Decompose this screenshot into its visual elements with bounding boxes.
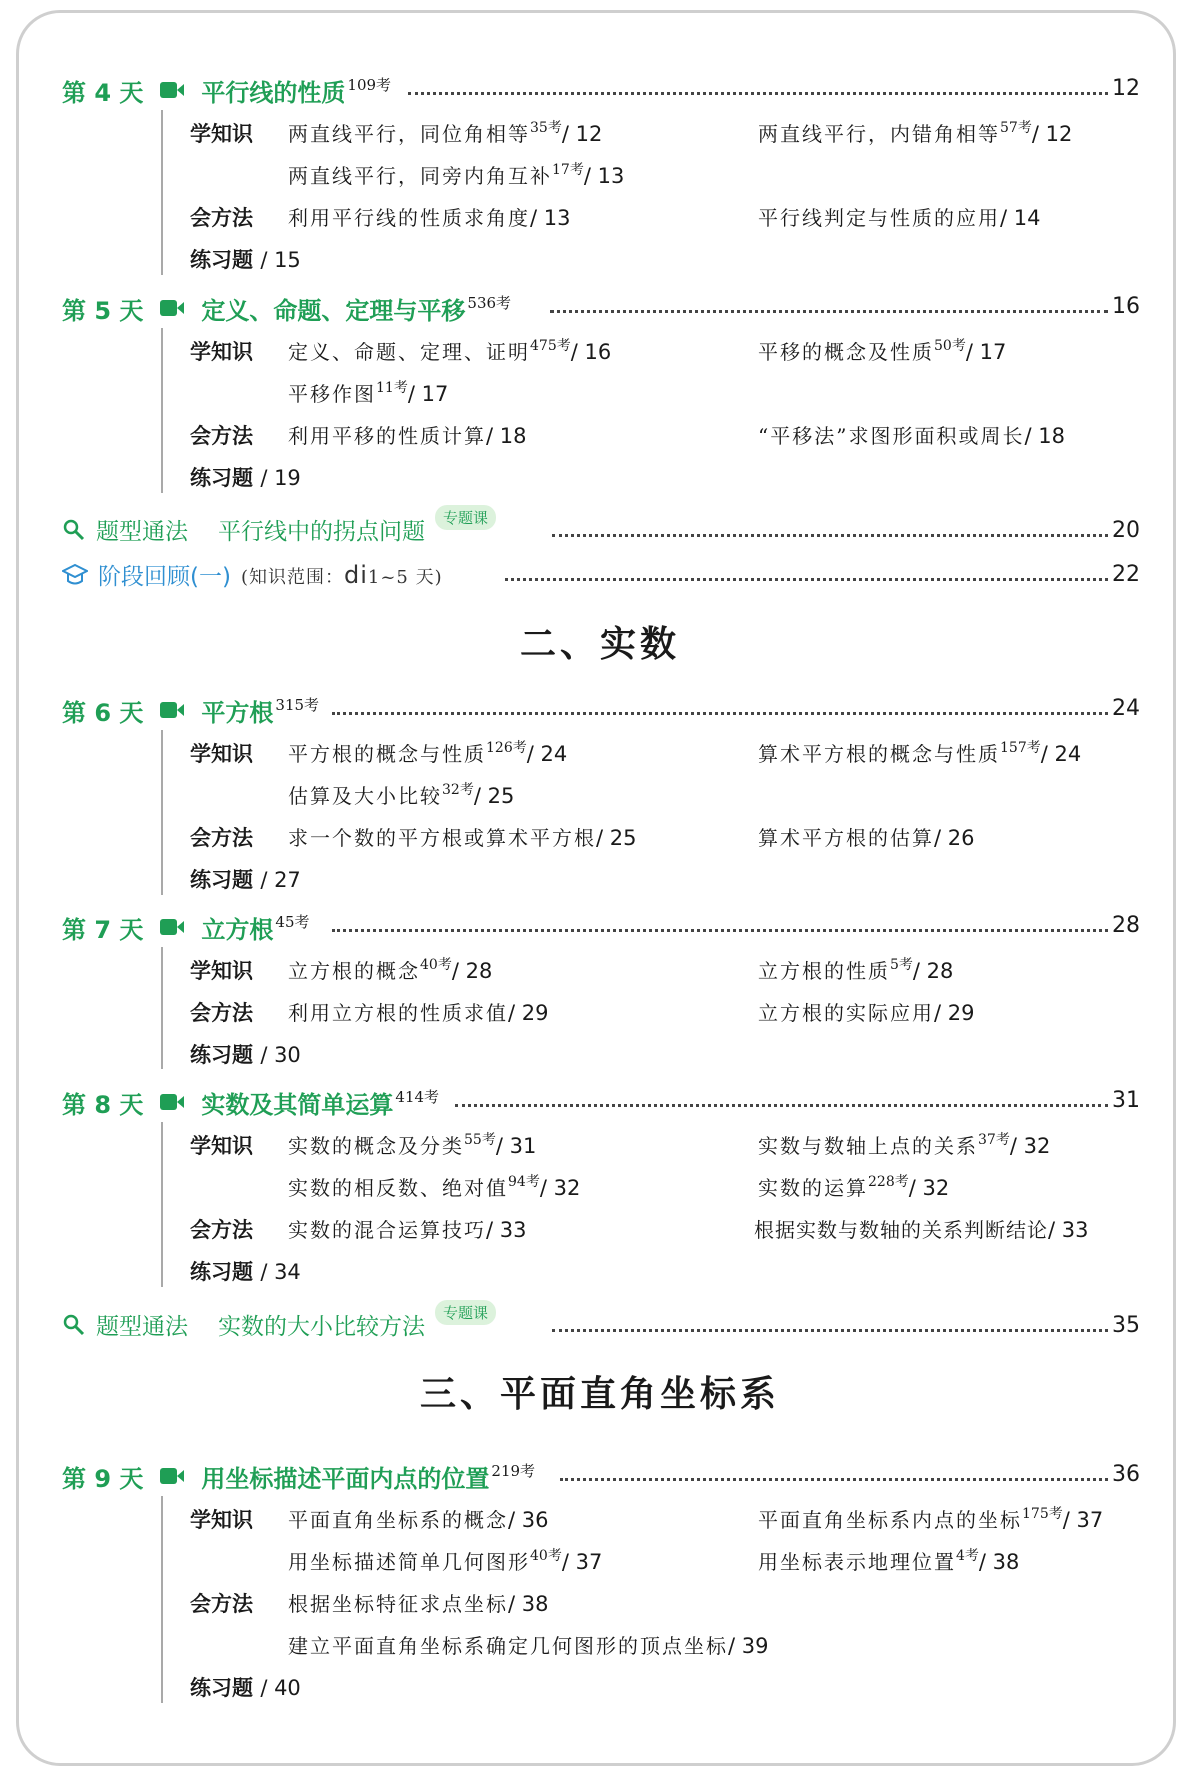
- learn-item[interactable]: 算术平方根的概念与性质$^{157考}$/ 24: [758, 740, 1082, 766]
- learn-item[interactable]: 平面直角坐标系内点的坐标$^{175考}$/ 37: [758, 1506, 1104, 1532]
- tree-line: [161, 730, 163, 895]
- day-9-header[interactable]: [62, 1456, 535, 1496]
- leader-dots: [455, 1104, 1108, 1107]
- learn-item[interactable]: 实数的运算$^{228考}$/ 32: [758, 1174, 950, 1200]
- leader-dots: [552, 1329, 1108, 1332]
- section-title: 三、平面直角坐标系: [419, 1374, 780, 1415]
- page-number: 12: [1112, 76, 1140, 101]
- method-label: 会方法: [190, 424, 253, 448]
- learn-item[interactable]: 两直线平行，同旁内角互补$^{17考}$/ 13: [288, 162, 625, 188]
- review-title: 阶段回顾(一): [98, 564, 231, 590]
- video-camera-icon: [159, 1465, 185, 1487]
- day-label: 第 9 天: [62, 1464, 144, 1493]
- day-label: 第 8 天: [62, 1090, 144, 1119]
- magnifier-icon: [62, 518, 86, 542]
- tree-line: [161, 110, 163, 275]
- section-title: 二、实数: [519, 624, 680, 665]
- page-number: 16: [1112, 294, 1140, 319]
- day-label: 第 6 天: [62, 698, 144, 727]
- exam-count: 45考: [275, 912, 310, 931]
- page-number: 22: [1112, 562, 1140, 587]
- tree-line: [161, 328, 163, 493]
- method-item[interactable]: 实数的混合运算技巧/ 33: [288, 1218, 527, 1242]
- learn-label: 学知识: [190, 959, 253, 983]
- method-item[interactable]: 根据坐标特征求点坐标/ 38: [288, 1592, 549, 1616]
- day-title: 用坐标描述平面内点的位置: [201, 1464, 490, 1493]
- leader-dots: [505, 578, 1108, 581]
- learn-item[interactable]: 立方根的性质$^{5考}$/ 28: [758, 957, 954, 983]
- special-lesson-1[interactable]: [62, 509, 496, 546]
- method-label: 会方法: [190, 206, 253, 230]
- day-title: 平方根: [201, 698, 274, 727]
- learn-item[interactable]: 实数与数轴上点的关系$^{37考}$/ 32: [758, 1132, 1051, 1158]
- day-title: 平行线的性质: [201, 78, 346, 107]
- page-number: 28: [1112, 913, 1140, 938]
- method-item[interactable]: “平移法”求图形面积或周长/ 18: [758, 424, 1065, 448]
- learn-item[interactable]: 两直线平行，内错角相等$^{57考}$/ 12: [758, 120, 1073, 146]
- learn-label: 学知识: [190, 1134, 253, 1158]
- learn-item[interactable]: 实数的相反数、绝对值$^{94考}$/ 32: [288, 1174, 581, 1200]
- day-label: 第 7 天: [62, 915, 144, 944]
- method-label: 会方法: [190, 1592, 253, 1616]
- practice-item[interactable]: 练习题 / 27: [190, 868, 301, 892]
- exam-count: 414考: [395, 1087, 440, 1106]
- day-label: 第 4 天: [62, 78, 144, 107]
- day-8-header[interactable]: [62, 1082, 439, 1122]
- leader-dots: [552, 534, 1108, 537]
- special-lesson-2[interactable]: [62, 1304, 496, 1341]
- learn-label: 学知识: [190, 122, 253, 146]
- page-number: 20: [1112, 518, 1140, 543]
- method-label: 会方法: [190, 1218, 253, 1242]
- method-item[interactable]: 平行线判定与性质的应用/ 14: [758, 206, 1041, 230]
- practice-item[interactable]: 练习题 / 34: [190, 1260, 301, 1284]
- stage-review[interactable]: [62, 558, 443, 591]
- leader-dots: [332, 929, 1108, 932]
- learn-item[interactable]: 实数的概念及分类$^{55考}$/ 31: [288, 1132, 537, 1158]
- exam-count: 109考: [347, 75, 392, 94]
- tree-line: [161, 947, 163, 1069]
- method-item[interactable]: 求一个数的平方根或算术平方根/ 25: [288, 826, 637, 850]
- video-camera-icon: [159, 699, 185, 721]
- learn-item[interactable]: 平面直角坐标系的概念/ 36: [288, 1508, 549, 1532]
- special-title: 平行线中的拐点问题: [218, 519, 425, 545]
- learn-item[interactable]: 用坐标表示地理位置$^{4考}$/ 38: [758, 1548, 1020, 1574]
- page-number: 36: [1112, 1462, 1140, 1487]
- exam-count: 315考: [275, 695, 320, 714]
- day-label: 第 5 天: [62, 296, 144, 325]
- learn-item[interactable]: 立方根的概念$^{40考}$/ 28: [288, 957, 493, 983]
- special-title: 实数的大小比较方法: [218, 1314, 425, 1340]
- review-scope: (知识范围：di1~5 天): [240, 560, 443, 589]
- page-number: 31: [1112, 1088, 1140, 1113]
- tree-line: [161, 1496, 163, 1703]
- method-item[interactable]: 建立平面直角坐标系确定几何图形的顶点坐标/ 39: [288, 1634, 769, 1658]
- special-label: 题型通法: [96, 519, 188, 545]
- day-title: 立方根: [201, 915, 274, 944]
- video-camera-icon: [159, 79, 185, 101]
- learn-item[interactable]: 两直线平行，同位角相等$^{35考}$/ 12: [288, 120, 603, 146]
- method-item[interactable]: 根据实数与数轴的关系判断结论/ 33: [754, 1218, 1089, 1242]
- learn-item[interactable]: 平移的概念及性质$^{50考}$/ 17: [758, 338, 1007, 364]
- practice-item[interactable]: 练习题 / 30: [190, 1043, 301, 1067]
- graduation-cap-icon: [62, 563, 88, 587]
- method-item[interactable]: 立方根的实际应用/ 29: [758, 1001, 975, 1025]
- page-number: 35: [1112, 1313, 1140, 1338]
- topic-badge: 专题课: [435, 1300, 496, 1325]
- method-item[interactable]: 算术平方根的估算/ 26: [758, 826, 975, 850]
- page-number: 24: [1112, 696, 1140, 721]
- learn-item[interactable]: 估算及大小比较$^{32考}$/ 25: [288, 782, 515, 808]
- exam-count: 536考: [467, 293, 512, 312]
- learn-item[interactable]: 定义、命题、定理、证明$^{475考}$/ 16: [288, 338, 612, 364]
- method-label: 会方法: [190, 826, 253, 850]
- day-title: 实数及其简单运算: [201, 1090, 394, 1119]
- learn-label: 学知识: [190, 340, 253, 364]
- leader-dots: [550, 310, 1108, 313]
- exam-count: 219考: [491, 1461, 536, 1480]
- video-camera-icon: [159, 916, 185, 938]
- leader-dots: [560, 1478, 1108, 1481]
- tree-line: [161, 1122, 163, 1287]
- method-item[interactable]: 利用立方根的性质求值/ 29: [288, 1001, 549, 1025]
- practice-item[interactable]: 练习题 / 40: [190, 1676, 301, 1700]
- leader-dots: [408, 92, 1108, 95]
- special-label: 题型通法: [96, 1314, 188, 1340]
- learn-label: 学知识: [190, 742, 253, 766]
- day-4-header[interactable]: [62, 70, 391, 110]
- learn-label: 学知识: [190, 1508, 253, 1532]
- learn-item[interactable]: 平方根的概念与性质$^{126考}$/ 24: [288, 740, 568, 766]
- method-item[interactable]: 利用平移的性质计算/ 18: [288, 424, 527, 448]
- video-camera-icon: [159, 1091, 185, 1113]
- day-7-header[interactable]: [62, 907, 310, 947]
- learn-item[interactable]: 平移作图$^{11考}$/ 17: [288, 380, 449, 406]
- day-6-header[interactable]: [62, 690, 319, 730]
- magnifier-icon: [62, 1313, 86, 1337]
- leader-dots: [332, 712, 1108, 715]
- method-item[interactable]: 利用平行线的性质求角度/ 13: [288, 206, 571, 230]
- day-5-header[interactable]: [62, 288, 511, 328]
- day-title: 定义、命题、定理与平移: [201, 296, 466, 325]
- method-label: 会方法: [190, 1001, 253, 1025]
- practice-item[interactable]: 练习题 / 15: [190, 248, 301, 272]
- practice-item[interactable]: 练习题 / 19: [190, 466, 301, 490]
- topic-badge: 专题课: [435, 505, 496, 530]
- learn-item[interactable]: 用坐标描述简单几何图形$^{40考}$/ 37: [288, 1548, 603, 1574]
- video-camera-icon: [159, 297, 185, 319]
